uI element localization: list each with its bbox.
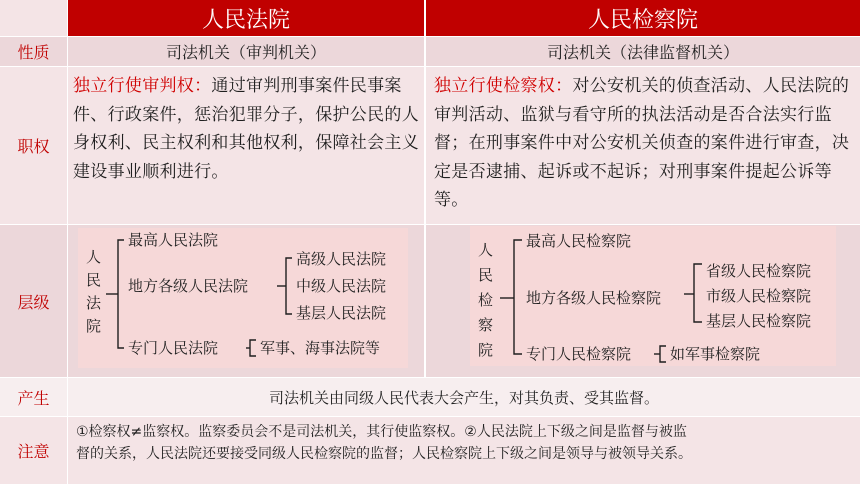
proc-special-child: 如军事检察院 — [670, 345, 761, 363]
row-label-nature: 性质 — [0, 37, 67, 66]
proc-local: 地方各级人民检察院 — [526, 289, 662, 307]
nature-court: 司法机关（审判机关） — [68, 37, 424, 66]
court-root-char-1: 人 — [86, 248, 102, 266]
notes-line-1: ①检察权≠监察权。监察委员会不是司法机关，其行使监察权。②人民法院上下级之间是监督与被监 — [76, 424, 687, 440]
court-root-char-3: 法 — [86, 294, 102, 312]
court-root-char-2: 民 — [86, 271, 102, 289]
procuratorate-hierarchy-diagram — [470, 226, 836, 366]
proc-root-char-3: 检 — [478, 291, 494, 309]
nature-procuratorate: 司法机关（法律监督机关） — [426, 37, 860, 66]
court-local: 地方各级人民法院 — [128, 277, 249, 295]
proc-top: 最高人民检察院 — [526, 232, 632, 250]
proc-root-char-2: 民 — [478, 266, 494, 284]
notes-line-2: 督的关系，人民法院还要接受同级人民检察院的监督；人民检察院上下级之间是领导与被领导关系。 — [76, 446, 692, 462]
court-root-char-4: 院 — [86, 317, 102, 335]
proc-root-char-5: 院 — [478, 341, 494, 359]
powers-court — [68, 67, 424, 224]
header-court: 人民法院 — [68, 0, 424, 36]
header-procuratorate: 人民检察院 — [426, 0, 860, 36]
row-label-levels: 层级 — [0, 225, 67, 377]
powers-proc-text: 对公安机关的侦查活动、人民法院的审判活动、监狱与看守所的执法活动是否合法实行监督；在刑事案件中对公安机关侦查的案件进行审查，决定是否逮捕、起诉或不起诉；对刑事案件提起公诉等等。 — [434, 76, 850, 211]
court-top: 最高人民法院 — [128, 231, 219, 249]
court-special-child: 军事、海事法院等 — [260, 339, 381, 357]
proc-local-basic: 基层人民检察院 — [706, 312, 812, 330]
proc-root-char-1: 人 — [478, 241, 494, 259]
court-local-high: 高级人民法院 — [296, 250, 387, 268]
court-local-intermediate: 中级人民法院 — [296, 277, 387, 295]
origin-text: 司法机关由同级人民代表大会产生，对其负责、受其监督。 — [68, 378, 860, 416]
court-hierarchy-diagram — [78, 228, 408, 368]
court-special: 专门人民法院 — [128, 339, 219, 357]
proc-special: 专门人民检察院 — [526, 345, 632, 363]
powers-court-lead: 独立行使审判权： — [73, 76, 212, 96]
notes-text — [68, 417, 860, 484]
proc-local-provincial: 省级人民检察院 — [706, 262, 812, 280]
header-corner — [0, 0, 67, 36]
proc-local-municipal: 市级人民检察院 — [706, 287, 812, 305]
powers-court-text: 通过审判刑事案件民事案件、行政案件，惩治犯罪分子，保护公民的人身权利、民主权利和其他权利，保障社会主义建设事业顺利进行。 — [73, 76, 419, 182]
proc-root-char-4: 察 — [478, 316, 494, 334]
powers-proc-lead: 独立行使检察权： — [434, 76, 573, 96]
row-label-origin: 产生 — [0, 378, 67, 416]
court-local-basic: 基层人民法院 — [296, 304, 387, 322]
row-label-notes: 注意 — [0, 417, 67, 484]
powers-procuratorate — [426, 67, 860, 224]
row-label-powers: 职权 — [0, 67, 67, 224]
